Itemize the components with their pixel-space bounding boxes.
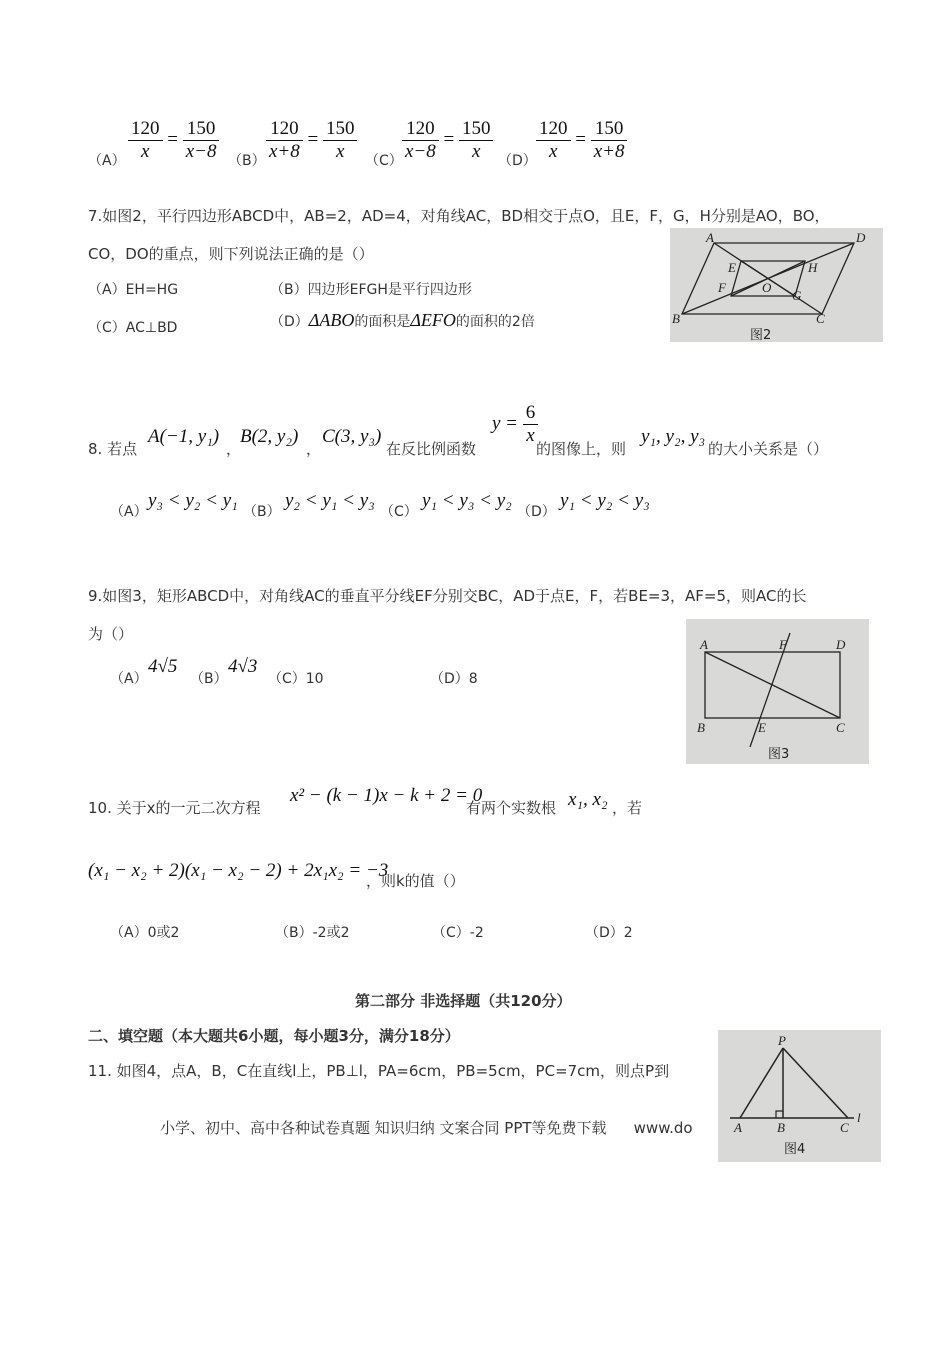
label-d: D [856, 230, 866, 245]
label-a: A [734, 1120, 742, 1135]
q8-option-b-expr: y₂ < y₁ < y₃ [285, 490, 375, 511]
footer [160, 1117, 693, 1138]
label-b: B [777, 1120, 785, 1135]
q8-options [110, 490, 670, 520]
point-b: B(2, y₂) [240, 426, 299, 447]
q8-post2: 的大小关系是（） [708, 440, 829, 458]
q8-option-a-expr: y₃ < y₂ < y₁ [148, 490, 238, 511]
label-c: C [836, 720, 845, 735]
inverse-function: y = $\frac{6}{x}$ [492, 402, 538, 447]
point-c: C(3, y₃) [322, 426, 382, 447]
label-b: B [672, 311, 680, 326]
q8-mid: 在反比例函数 [386, 440, 477, 458]
q10-stem-line1 [88, 785, 688, 817]
q8-stem [88, 402, 848, 462]
figure-4-caption: 图4 [784, 1142, 806, 1157]
q8-option-c-expr: y₁ < y₃ < y₂ [422, 490, 512, 511]
q10-stem-line2 [88, 858, 588, 890]
q7-option-b: （B）四边形EFGH是平行四边形 [270, 282, 472, 298]
label-f: F [718, 280, 726, 295]
q9-stem-line1: 9.如图3，矩形ABCD中，对角线AC的垂直平分线EF分别交BC，AD于点E，F，若BE=3，AF=5，则AC的长 [88, 587, 807, 605]
q8-sep1: ， [226, 440, 242, 458]
q8-sep2: ， [306, 440, 322, 458]
label-b: B [697, 720, 705, 735]
q6-options [88, 118, 648, 168]
rectangle-diagram [686, 619, 869, 764]
q10-option-c: （C）-2 [432, 925, 484, 941]
footer-url[interactable]: www.do [633, 1119, 693, 1137]
parallelogram-diagram [670, 228, 883, 342]
q11-stem: 11. 如图4，点A，B，C在直线l上，PB⊥l，PA=6cm，PB=5cm，PC=7cm，则点P到 [88, 1062, 670, 1080]
q9-option-b-label: （B） [190, 671, 228, 687]
label-c: C [840, 1120, 849, 1135]
triangle-diagram [718, 1030, 881, 1162]
q9-option-d: （D）8 [430, 671, 478, 687]
q7-option-c: （C）AC⊥BD [88, 320, 178, 336]
q7-option-a: （A）EH=HG [88, 282, 179, 298]
q6-option-d-label: （D） [498, 153, 537, 169]
part2-heading: 第二部分 非选择题（共120分） [355, 992, 572, 1010]
q8-option-a-label: （A） [110, 504, 148, 520]
q10-roots: x₁, x₂ [568, 789, 608, 810]
q10-option-d: （D）2 [585, 925, 633, 941]
q7-stem-line1: 7.如图2，平行四边形ABCD中，AB=2，AD=4，对角线AC，BD相交于点O，且E，F，G，H分别是AO，BO， [88, 207, 830, 225]
q7-stem-line2: CO，DO的重点，则下列说法正确的是（） [88, 245, 374, 263]
label-a: A [700, 637, 708, 652]
q6-option-a-equation: $\frac{120}{x}$ = $\frac{150}{x-8}$ [128, 118, 219, 163]
figure-3-caption: 图3 [768, 747, 790, 762]
label-c: C [816, 311, 825, 326]
diagonal-ac [705, 652, 840, 718]
q8-option-d-label: （D） [517, 504, 556, 520]
q9-option-a-label: （A） [110, 671, 148, 687]
figure-2-caption: 图2 [750, 328, 772, 342]
q6-option-d-equation: $\frac{120}{x}$ = $\frac{150}{x+8}$ [536, 118, 627, 163]
q9-stem-line2: 为（） [88, 625, 134, 643]
label-a: A [706, 230, 714, 245]
section-heading: 二、填空题（本大题共6小题，每小题3分，满分18分） [88, 1027, 460, 1045]
q10-pre: 10. 关于x的一元二次方程 [88, 799, 261, 817]
label-d: D [836, 637, 846, 652]
q10-mid: 有两个实数根 [466, 799, 557, 817]
q9-option-c: （C）10 [268, 671, 324, 687]
label-f: F [779, 637, 787, 652]
q9-options [110, 656, 510, 686]
figure-2 [670, 228, 883, 342]
q6-option-a-label: （A） [88, 153, 126, 169]
q6-option-b-equation: $\frac{120}{x+8}$ = $\frac{150}{x}$ [266, 118, 357, 163]
label-l: l [857, 1110, 861, 1125]
label-h: H [808, 260, 818, 275]
label-p: P [778, 1033, 786, 1048]
q9-option-b-expr: 4√3 [228, 656, 258, 677]
q8-vars: y₁, y₂, y₃ [641, 426, 706, 447]
q10-condition: (x₁ − x₂ + 2)(x₁ − x₂ − 2) + 2x₁x₂ = −3 [88, 860, 389, 881]
q10-post: ，若 [612, 799, 643, 817]
q8-post1: 的图像上，则 [536, 440, 627, 458]
q8-option-d-expr: y₁ < y₂ < y₃ [560, 490, 650, 511]
q7-option-d: （D）ΔABO的面积是ΔEFO的面积的2倍 [270, 310, 535, 330]
label-e: E [758, 720, 766, 735]
q8-pre: 8. 若点 [88, 440, 138, 458]
segment-pc [783, 1048, 848, 1118]
q10-option-b: （B）-2或2 [275, 925, 350, 941]
segment-pa [740, 1048, 783, 1118]
q6-option-b-label: （B） [228, 153, 266, 169]
footer-text: 小学、初中、高中各种试卷真题 知识归纳 文案合同 PPT等免费下载 [160, 1119, 607, 1137]
point-a: A(−1, y₁) [148, 426, 220, 447]
q8-option-c-label: （C） [380, 504, 418, 520]
q10-cond-post: ，则k的值（） [366, 872, 465, 890]
q6-option-c-label: （C） [365, 153, 403, 169]
right-angle-mark [776, 1111, 783, 1118]
figure-4 [718, 1030, 881, 1162]
q6-option-c-equation: $\frac{120}{x-8}$ = $\frac{150}{x}$ [402, 118, 493, 163]
label-g: G [792, 288, 802, 303]
q9-option-a-expr: 4√5 [148, 656, 178, 677]
quadratic-equation: x² − (k − 1)x − k + 2 = 0 [290, 785, 483, 806]
label-e: E [728, 260, 736, 275]
label-o: O [762, 280, 772, 295]
q10-option-a: （A）0或2 [110, 925, 180, 941]
q8-option-b-label: （B） [243, 504, 281, 520]
figure-3 [686, 619, 869, 764]
